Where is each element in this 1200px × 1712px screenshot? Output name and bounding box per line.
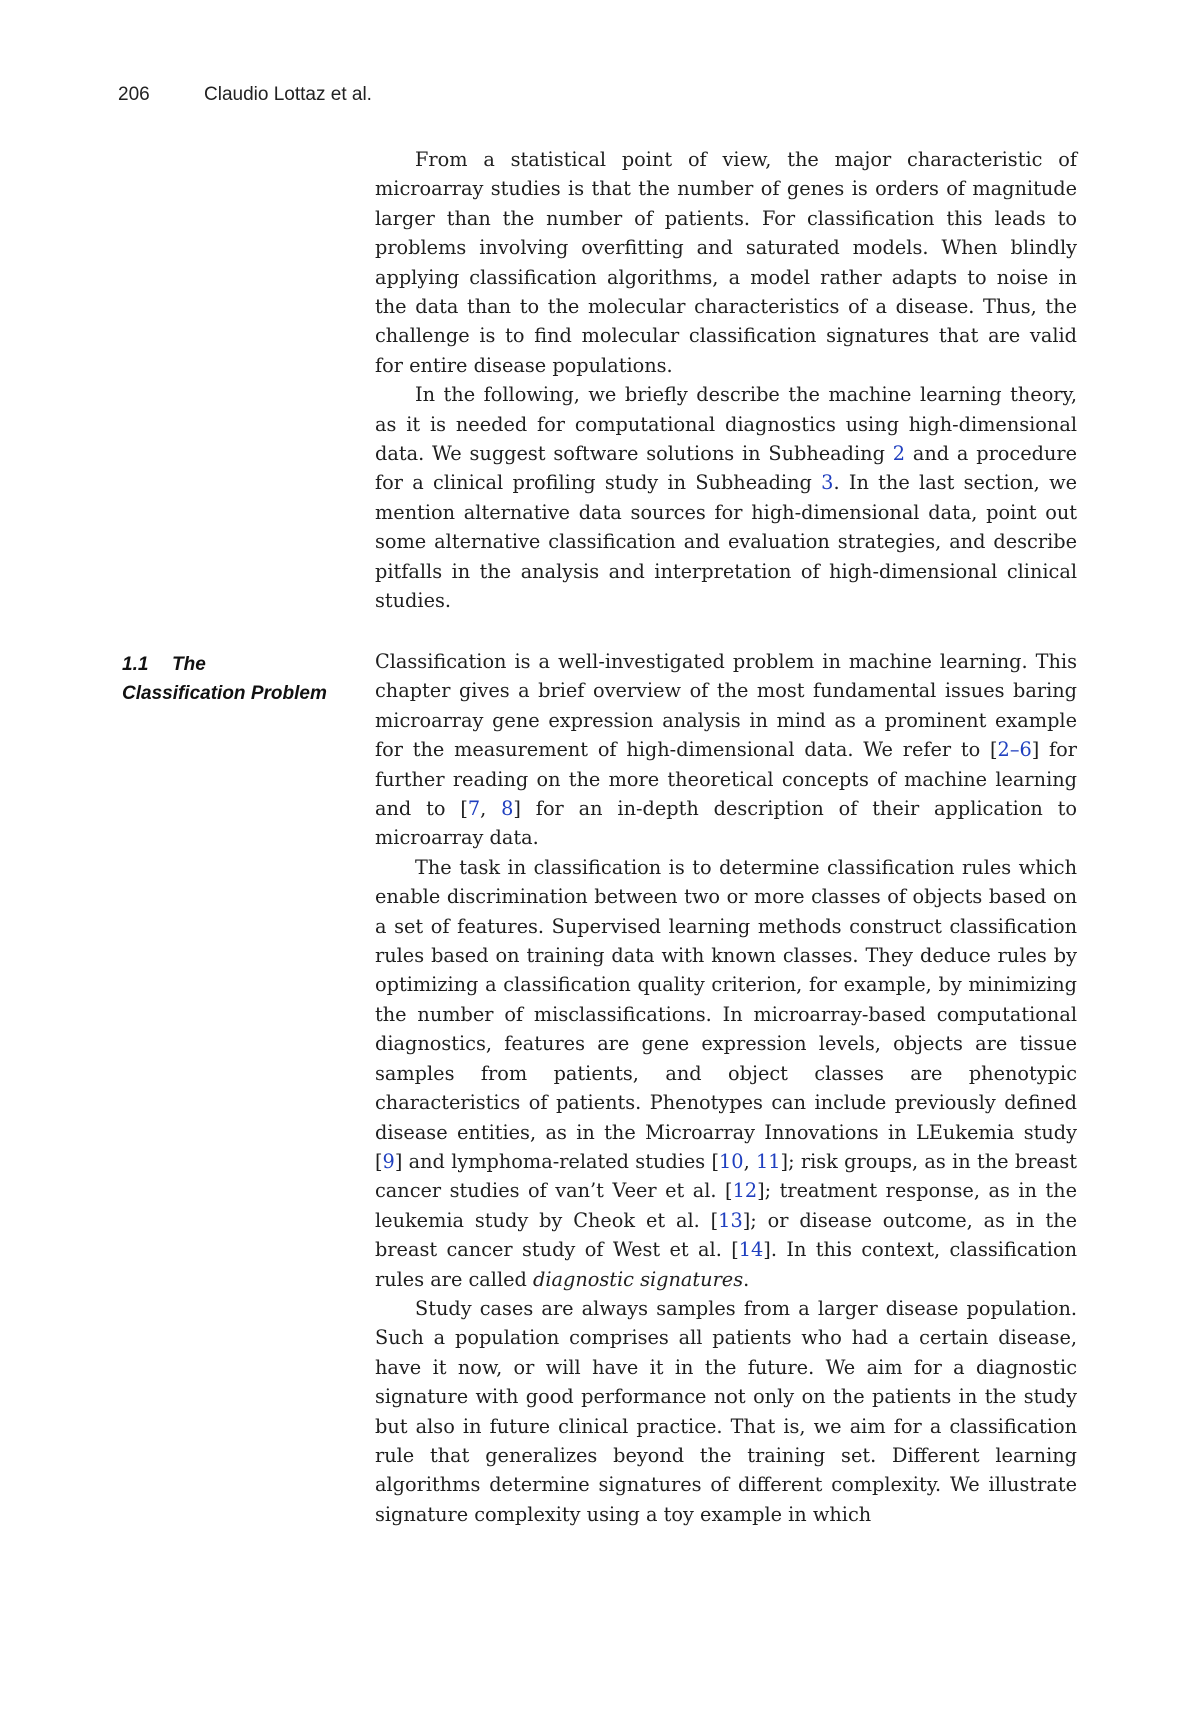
citation-link-11[interactable]: 11	[756, 1149, 781, 1173]
text-run: In the following, we briefly describe the machine learning theory, as it is needed for computational diagnostics using high-dimensional data. We suggest software solutions in Subheading	[375, 383, 1077, 466]
section-paragraph-3: Study cases are always samples from a larger disease population. Such a population comprises all patients who had a certain disease, have it now, or will have it in the future. We aim for a diagnostic signature with good performance not only on the patients in the study but also in future clinical practice. That is, we aim for a classification rule that generalizes beyond the training set. Different learning algorithms determine signatures of different complexity. We illustrate signature complexity using a toy example in which	[375, 1296, 1077, 1526]
intro-text	[375, 145, 1077, 616]
citation-link-10[interactable]: 10	[719, 1149, 744, 1173]
citation-link-2[interactable]: 2	[997, 738, 1010, 762]
running-head	[118, 84, 372, 106]
citation-link-7[interactable]: 7	[467, 797, 481, 821]
text-run: ,	[480, 797, 502, 821]
emphasized-term: diagnostic signatures	[533, 1267, 744, 1291]
text-run: ] and lymphoma-related studies [	[394, 1149, 720, 1173]
text-run: ]; risk groups, as in the breast cancer studies of van’t Veer et al. [	[375, 1149, 1077, 1203]
text-run: . In the last section, we mention alternative data sources for high-dimensional data, point out some alternative classification and evaluation strategies, and describe pitfalls in the analysis and interpretation of high-dimensional clinical studies.	[375, 471, 1077, 613]
section-title-line-1: The	[172, 654, 206, 675]
citation-link-8[interactable]: 8	[501, 797, 514, 821]
text-run: ]; treatment response, as in the leukemia study by Cheok et al. [	[375, 1179, 1077, 1232]
page-number: 206	[118, 84, 150, 105]
text-run: ]; or disease outcome, as in the breast cancer study of West et al. [	[375, 1208, 1077, 1262]
citation-link-12[interactable]: 12	[732, 1179, 758, 1203]
section-heading	[122, 650, 327, 708]
text-run: ] for an in-depth description of their application to microarray data.	[375, 797, 1077, 850]
citation-dash: –	[1009, 738, 1020, 762]
section-text	[375, 647, 1077, 1529]
citation-link-6[interactable]: 6	[1019, 738, 1032, 762]
text-run: The task in classification is to determine classification rules which enable discrimination between two or more classes of objects based on a set of features. Supervised learning methods construct classification rules based on training data with known classes. They deduce rules by optimizing a classification quality criterion, for example, by minimizing the number of misclassifications. In microarray-based computational diagnostics, features are gene expression levels, objects are tissue samples from patients, and object classes are phenotypic characteristics of patients. Phenotypes can include previously defined disease entities, as in the Microarray Innovations in LEukemia study [	[375, 855, 1077, 1173]
running-head-authors: Claudio Lottaz et al.	[204, 84, 372, 105]
intro-paragraph-1: From a statistical point of view, the major characteristic of microarray studies is that the number of genes is orders of magnitude larger than the number of patients. For classification this leads to problems involving overfitting and saturated models. When blindly applying classification algorithms, a model rather adapts to noise in the data than to the molecular characteristics of a disease. Thus, the challenge is to find molecular classification signatures that are valid for entire disease populations.	[375, 148, 1077, 377]
text-run: ]. In this context, classification rules are called	[375, 1238, 1077, 1291]
text-run: ,	[743, 1149, 756, 1173]
text-run: Classification is a well-investigated problem in machine learning. This chapter gives a brief overview of the most fundamental issues baring microarray gene expression analysis in mind as a prominent example for the measurement of high-dimensional data. We refer to [	[375, 650, 1077, 762]
subheading-link-3[interactable]: 3	[821, 471, 834, 495]
subheading-link-2[interactable]: 2	[892, 442, 906, 466]
citation-link-9[interactable]: 9	[382, 1149, 395, 1173]
section-paragraph-2	[375, 853, 1077, 1294]
text-run: and a procedure for a clinical profiling study in Subheading	[375, 442, 1078, 495]
text-run: .	[743, 1267, 750, 1291]
section-number: 1.1	[122, 654, 149, 675]
intro-paragraph-2	[375, 380, 1077, 615]
section-paragraph-1	[375, 647, 1077, 853]
text-run: ] for further reading on the more theoretical concepts of machine learning and to [	[375, 738, 1077, 821]
citation-link-14[interactable]: 14	[738, 1238, 764, 1262]
citation-link-13[interactable]: 13	[718, 1208, 743, 1232]
section-title-line-2: Classification Problem	[122, 683, 327, 704]
